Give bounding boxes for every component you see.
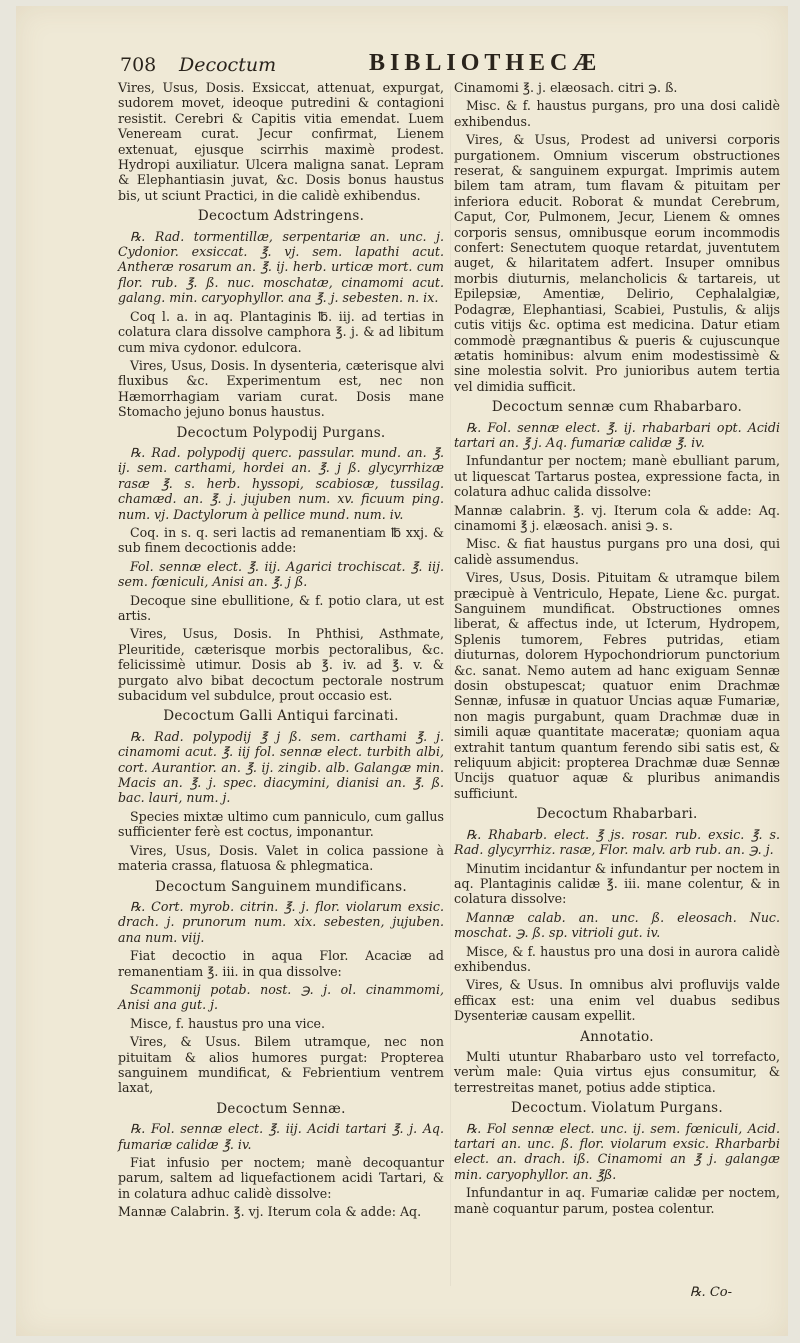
section-heading: Annotatio.: [580, 1028, 654, 1045]
paragraph: Misc. & f. haustus purgans, pro una dosi calidè exhibendus.: [454, 98, 780, 129]
recipe-text: ℞. Rad. polypodij ℥ j ß. sem. carthami ℥. j. cinamomi acut. ℥. iij fol. sennæ elect. turbith albi, cort. Aurantior. an. ℥. ij. zingib. alb. Galangæ min. Macis an. ℥. j. spec. diacymini, dianisi an. ℥. ß. bac. lauri, num. j.: [118, 728, 444, 806]
recipe-text: ℞. Rad. tormentillæ, serpentariæ an. unc. j. Cydonior. exsiccat. ℥. vj. sem. lapathi acut. Antheræ rosarum an. ℥. ij. herb. urticæ mort. cum flor. rub. ℥. ß. nuc. moschatæ, cinamomi acut. galang. min. caryophyllor. ana ℥. j. sebesten. n. ix.: [118, 228, 444, 306]
paragraph: Fiat infusio per noctem; manè decoquantur parum, saltem ad liquefactionem acidi Tartari, & in colatura adhuc calidè dissolve:: [118, 1155, 444, 1201]
paragraph: Cinamomi ℥. j. elæosach. citri ℈. ß.: [454, 80, 678, 95]
recipe-text: ℞. Rhabarb. elect. ℥ js. rosar. rub. exsic. ℥. s. Rad. glycyrrhiz. rasæ, Flor. malv. arb rub. an. ℈. j.: [454, 826, 780, 858]
paragraph: Misce, & f. haustus pro una dosi in aurora calidè exhibendus.: [454, 943, 780, 974]
paragraph: Misce, f. haustus pro una vice.: [130, 1015, 325, 1031]
running-head-title: BIBLIOTHECÆ: [369, 50, 602, 76]
page-header: [16, 50, 788, 84]
right-column: [454, 80, 780, 1219]
paragraph: Infundantur in aq. Fumariæ calidæ per noctem, manè coquantur parum, postea colentur.: [454, 1185, 780, 1216]
section-heading: Decoctum Galli Antiqui farcinati.: [163, 708, 399, 725]
page-number: 708: [120, 54, 157, 76]
recipe-text: ℞. Fol. sennæ elect. ℥. ij. rhabarbari opt. Acidi tartari an. ℥ j. Aq. fumariæ calidæ ℥. iv.: [454, 419, 780, 450]
book-page: [16, 6, 788, 1336]
paragraph: Vires, Usus, Dosis. In dysenteria, cæterisque alvi fluxibus &c. Experimentum est, nec non Hæmorrhagiam variam curat. Dosis mane Stomacho jejuno bonus haustus.: [118, 357, 444, 420]
section-heading: Decoctum. Violatum Purgans.: [510, 1100, 724, 1117]
paragraph: Multi utuntur Rhabarbaro usto vel torrefacto, verùm male: Quia virtus ejus consumitur, & terrestreitas manet, potius adde stiptica.: [454, 1048, 780, 1095]
column-gutter: [450, 86, 451, 1286]
section-heading: Decoctum Sennæ.: [216, 1100, 346, 1117]
paragraph: Infundantur per noctem; manè ebulliant parum, ut liquescat Tartarus postea, expressione facta, in colatura adhuc calida dissolve:: [454, 453, 780, 500]
recipe-text: ℞. Rad. polypodij querc. passular. mund. an. ℥. ij. sem. carthami, hordei an. ℥. j ß. glycyrrhizæ rasæ ℥. s. herb. hyssopi, scabiosæ, tussilag. chamæd. an. ℥. j. jujuben num. xv. ficuum ping. num. vj. Dactylorum à pellice mund. num. iv.: [118, 444, 444, 522]
paragraph: Mannæ calabrin. ℥. vj. Iterum cola & adde: Aq. cinamomi ℥ j. elæosach. anisi ℈. s.: [454, 502, 780, 533]
paragraph: Vires, Usus, Dosis. Pituitam & utramque bilem præcipuè à Ventriculo, Hepate, Liene &c. purgat. Sanguinem mundificat. Obstructiones omnes liberat, & affectus inde, ut Icterum, Hydropem, Splenis tumorem, Febres putridas, etiam diuturnas, dolorem Hypochondriorum punctorium &c. sanat. Nemo autem ad hanc exiguam Sennæ dosin obstupescat; quatuor enim Drachmæ Sennæ, infusæ in quatuor Uncias aquæ Fumariæ, non magis purgabunt, quam Drachmæ duæ in simili aquæ quantitate maceratæ; quoniam aqua extrahit tantum quantum ferendo sibi satis est, & reliquum abjicit: propterea Drachmæ duæ Sennæ Uncijs quatuor aquæ & pluribus animandis sufficiunt.: [454, 570, 780, 801]
recipe-text: Mannæ calab. an. unc. ß. eleosach. Nuc. moschat. ℈. ß. sp. vitrioli gut. iv.: [454, 909, 780, 941]
paragraph: Vires, & Usus, Prodest ad universi corporis purgationem. Omnium viscerum obstructiones reserat, & sanguinem expurgat. Imprimis autem bilem tam atram, tum flavam & pituitam per inferiora educit. Roborat & mundat Cerebrum, Caput, Cor, Pulmonem, Jecur, Lienem & omnes corporis sensus, omnibusque eorum incommodis confert: Senectutem quoque retardat, juventutem auget, & hilaritatem adfert. Insuper omnibus morbis diuturnis, melancholicis & tartareis, ut Epilepsiæ, Amentiæ, Delirio, Cephalalgiæ, Podagræ, Elephantiasi, Scabiei, Pustulis, & alijs cutis vitijs &c. optima est medicina. Datur etiam commodè prægnantibus & pueris & cujuscunque ætatis hominibus: alvum enim modestissimè & sine molestia solvit. Pro junioribus autem tertia vel dimidia sufficit.: [454, 132, 780, 394]
paragraph: Minutim incidantur & infundantur per noctem in aq. Plantaginis calidæ ℥. iii. mane colentur, & in colatura dissolve:: [454, 860, 780, 907]
section-heading: Decoctum Adstringens.: [197, 208, 365, 225]
paragraph: Decoque sine ebullitione, & f. potio clara, ut est artis.: [118, 592, 444, 623]
paragraph: Coq. in s. q. seri lactis ad remanentiam ℔ xxj. & sub finem decoctionis adde:: [118, 524, 444, 556]
catchword: ℞. Co-: [689, 1285, 732, 1300]
paragraph: Fiat decoctio in aqua Flor. Acaciæ ad remanentiam ℥. iii. in qua dissolve:: [118, 948, 444, 979]
paragraph: Coq l. a. in aq. Plantaginis ℔. iij. ad tertias in colatura clara dissolve camphora ℥. j. & ad libitum cum miva cydonor. edulcora.: [118, 308, 444, 355]
paragraph: Vires, & Usus. Bilem utramque, nec non pituitam & alios humores purgat: Propterea sanguinem mundificat, & Febrientium ventrem laxat,: [118, 1034, 444, 1096]
paragraph: Vires, Usus, Dosis. Valet in colica passione à materia crassa, flatuosa & phlegmatica.: [118, 842, 444, 874]
paragraph: Vires, Usus, Dosis. In Phthisi, Asthmate, Pleuritide, cæterisque morbis pectoralibus, &c. felicissimè utimur. Dosis ab ℥. iv. ad ℥. v. & purgato alvo bibat decoctum pectorale nostrum subacidum vel subdulce, prout occasio est.: [118, 626, 444, 704]
left-column: [118, 80, 444, 1223]
section-heading: Decoctum Polypodij Purgans.: [176, 424, 386, 441]
recipe-text: Scammonij potab. nost. ℈. j. ol. cinammomi, Anisi ana gut. j.: [118, 981, 444, 1013]
paragraph: Vires, Usus, Dosis. Exsiccat, attenuat, expurgat, sudorem movet, ideoque putredini & contagioni resistit. Cerebri & Capitis vitia emendat. Luem Veneream curat. Jecur confirmat, Lienem extenuat, ejusque scirrhis maximè prodest. Hydropi auxiliatur. Ulcera maligna sanat. Lepram & Elephantiasin juvat, &c. Dosis bonus haustus bis, ut sciunt Practici, in die calidè exhibendus.: [118, 80, 444, 203]
recipe-text: ℞. Fol. sennæ elect. ℥. iij. Acidi tartari ℥. j. Aq. fumariæ calidæ ℥. iv.: [118, 1121, 444, 1152]
paragraph: Vires, & Usus. In omnibus alvi profluvijs valde efficax est: una enim vel duabus sedibus Dysenteriæ causam expellit.: [454, 977, 780, 1024]
paragraph: Mannæ Calabrin. ℥. vj. Iterum cola & adde: Aq.: [118, 1204, 422, 1220]
section-heading: Decoctum Sanguinem mundificans.: [155, 878, 407, 895]
paragraph: Misc. & fiat haustus purgans pro una dosi, qui calidè assumendus.: [454, 536, 780, 567]
section-heading: Decoctum Rhabarbari.: [536, 806, 698, 823]
section-heading: Decoctum sennæ cum Rhabarbaro.: [491, 399, 743, 416]
recipe-text: ℞. Cort. myrob. citrin. ℥. j. flor. violarum exsic. drach. j. prunorum num. xix. sebesten, jujuben. ana num. viij.: [118, 898, 444, 945]
recipe-text: Fol. sennæ elect. ℥. iij. Agarici trochiscat. ℥. iij. sem. fœniculi, Anisi an. ℥. j ß.: [118, 558, 444, 590]
paragraph: Species mixtæ ultimo cum panniculo, cum gallus sufficienter ferè est coctus, imponantur.: [118, 808, 444, 840]
recipe-text: ℞. Fol sennæ elect. unc. ij. sem. fœniculi, Acid. tartari an. unc. ß. flor. violarum exsic. Rharbarbi elect. an. drach. iß. Cinamomi an ℥ j. galangæ min. caryophyllor. an. ℥ß.: [454, 1120, 780, 1182]
running-head-left: Decoctum: [179, 54, 277, 76]
